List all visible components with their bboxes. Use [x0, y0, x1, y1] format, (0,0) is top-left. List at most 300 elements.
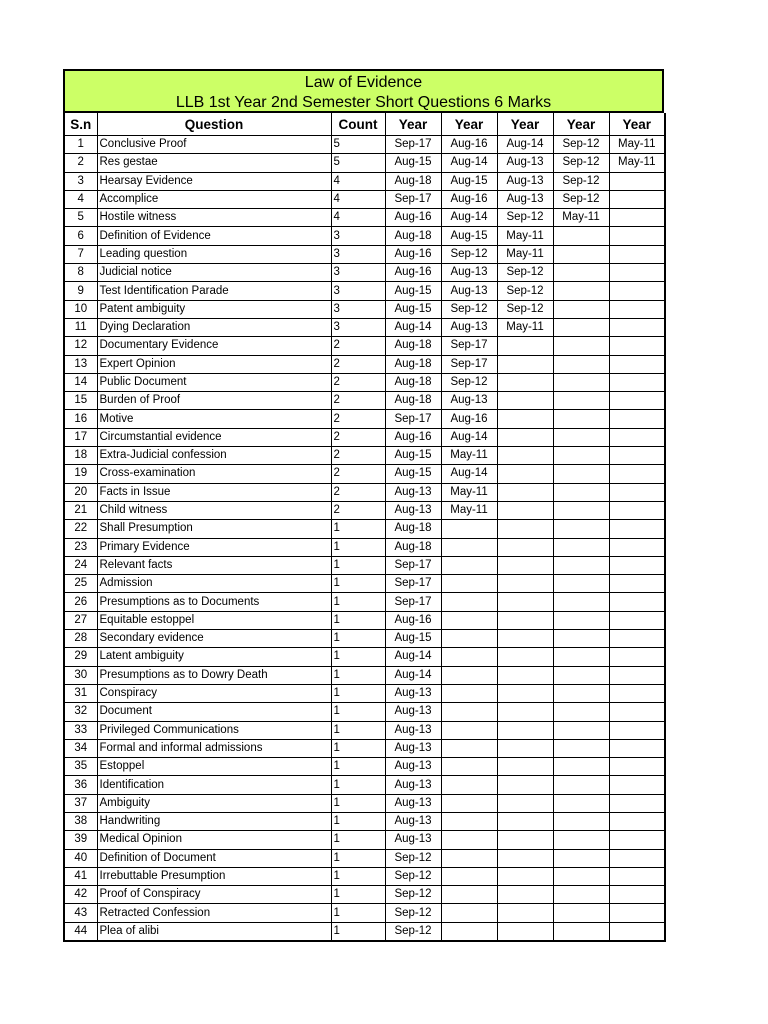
table-row: [64, 703, 665, 721]
table-row: [64, 794, 665, 812]
header-year: Year: [385, 113, 441, 136]
cell-year: [609, 593, 665, 611]
cell-count: 1: [331, 758, 385, 776]
cell-year: Aug-16: [441, 136, 497, 154]
cell-sn: 33: [64, 721, 97, 739]
cell-count: 1: [331, 538, 385, 556]
cell-year: [441, 758, 497, 776]
cell-year: May-11: [497, 318, 553, 336]
cell-sn: 11: [64, 318, 97, 336]
cell-year: Sep-17: [385, 136, 441, 154]
cell-count: 1: [331, 703, 385, 721]
cell-year: Aug-15: [385, 300, 441, 318]
cell-count: 2: [331, 483, 385, 501]
cell-sn: 4: [64, 190, 97, 208]
table-row: [64, 245, 665, 263]
cell-year: [609, 648, 665, 666]
cell-year: Aug-13: [385, 776, 441, 794]
cell-year: [497, 867, 553, 885]
cell-year: [497, 447, 553, 465]
cell-year: Aug-15: [385, 630, 441, 648]
cell-question: Medical Opinion: [97, 831, 331, 849]
table-row: [64, 575, 665, 593]
cell-year: [553, 483, 609, 501]
cell-year: Sep-12: [385, 867, 441, 885]
cell-year: [497, 392, 553, 410]
cell-year: [609, 776, 665, 794]
cell-year: [497, 831, 553, 849]
cell-count: 1: [331, 666, 385, 684]
cell-year: Aug-14: [441, 465, 497, 483]
cell-count: 4: [331, 209, 385, 227]
cell-year: [609, 904, 665, 922]
cell-year: [441, 922, 497, 941]
cell-year: [497, 611, 553, 629]
cell-year: Aug-15: [441, 172, 497, 190]
cell-year: Aug-14: [441, 209, 497, 227]
cell-question: Relevant facts: [97, 556, 331, 574]
cell-year: [497, 428, 553, 446]
table-row: [64, 300, 665, 318]
table-row: [64, 922, 665, 941]
cell-year: [609, 849, 665, 867]
cell-year: [497, 630, 553, 648]
cell-year: May-11: [553, 209, 609, 227]
cell-year: [441, 648, 497, 666]
cell-year: Sep-17: [385, 190, 441, 208]
cell-count: 1: [331, 593, 385, 611]
cell-year: [609, 867, 665, 885]
cell-question: Leading question: [97, 245, 331, 263]
table-row: [64, 227, 665, 245]
cell-year: [497, 483, 553, 501]
cell-question: Formal and informal admissions: [97, 739, 331, 757]
cell-sn: 43: [64, 904, 97, 922]
table-row: [64, 538, 665, 556]
cell-year: Sep-12: [553, 136, 609, 154]
cell-sn: 2: [64, 154, 97, 172]
cell-sn: 3: [64, 172, 97, 190]
table-row: [64, 465, 665, 483]
cell-year: [553, 501, 609, 519]
cell-year: [497, 520, 553, 538]
table-row: [64, 501, 665, 519]
cell-count: 3: [331, 264, 385, 282]
cell-count: 5: [331, 154, 385, 172]
table-row: [64, 886, 665, 904]
cell-question: Proof of Conspiracy: [97, 886, 331, 904]
table-row: [64, 428, 665, 446]
table-row: [64, 264, 665, 282]
cell-sn: 19: [64, 465, 97, 483]
table-row: [64, 904, 665, 922]
cell-year: [441, 703, 497, 721]
cell-year: [441, 611, 497, 629]
cell-count: 1: [331, 904, 385, 922]
cell-year: May-11: [609, 136, 665, 154]
cell-year: Sep-17: [385, 410, 441, 428]
cell-count: 3: [331, 300, 385, 318]
cell-sn: 32: [64, 703, 97, 721]
table-row: [64, 739, 665, 757]
table-row: [64, 666, 665, 684]
cell-year: Aug-14: [385, 318, 441, 336]
cell-year: [553, 556, 609, 574]
table-row: [64, 136, 665, 154]
cell-count: 2: [331, 428, 385, 446]
cell-sn: 27: [64, 611, 97, 629]
table-row: [64, 867, 665, 885]
cell-question: Secondary evidence: [97, 630, 331, 648]
cell-year: Aug-18: [385, 520, 441, 538]
cell-year: [497, 794, 553, 812]
cell-year: [441, 593, 497, 611]
cell-year: [441, 721, 497, 739]
cell-year: [553, 264, 609, 282]
cell-year: [553, 300, 609, 318]
cell-year: [553, 593, 609, 611]
cell-count: 2: [331, 410, 385, 428]
cell-question: Test Identification Parade: [97, 282, 331, 300]
cell-sn: 16: [64, 410, 97, 428]
cell-year: [609, 922, 665, 941]
cell-year: [609, 703, 665, 721]
table-row: [64, 831, 665, 849]
cell-question: Definition of Evidence: [97, 227, 331, 245]
cell-year: [497, 758, 553, 776]
cell-year: May-11: [441, 447, 497, 465]
cell-sn: 18: [64, 447, 97, 465]
header-year: Year: [441, 113, 497, 136]
cell-year: Sep-17: [385, 556, 441, 574]
table-row: [64, 282, 665, 300]
cell-year: Aug-13: [497, 190, 553, 208]
cell-year: [497, 721, 553, 739]
cell-year: [441, 630, 497, 648]
cell-count: 5: [331, 136, 385, 154]
document-title: Law of Evidence: [304, 74, 423, 91]
cell-question: Conclusive Proof: [97, 136, 331, 154]
cell-year: [609, 282, 665, 300]
cell-year: Aug-13: [385, 831, 441, 849]
cell-year: Aug-18: [385, 538, 441, 556]
cell-year: May-11: [441, 483, 497, 501]
cell-year: Sep-17: [385, 593, 441, 611]
cell-sn: 13: [64, 355, 97, 373]
cell-count: 3: [331, 245, 385, 263]
cell-year: May-11: [609, 154, 665, 172]
cell-year: [609, 318, 665, 336]
cell-year: [609, 209, 665, 227]
cell-year: [609, 611, 665, 629]
cell-count: 1: [331, 556, 385, 574]
cell-year: [553, 337, 609, 355]
cell-year: [609, 739, 665, 757]
cell-year: [441, 684, 497, 702]
cell-year: Aug-16: [385, 428, 441, 446]
cell-year: [497, 410, 553, 428]
cell-year: [609, 666, 665, 684]
cell-year: [497, 922, 553, 941]
cell-year: [609, 264, 665, 282]
cell-year: [609, 172, 665, 190]
cell-question: Presumptions as to Dowry Death: [97, 666, 331, 684]
cell-sn: 17: [64, 428, 97, 446]
cell-year: Sep-12: [385, 922, 441, 941]
cell-year: [553, 575, 609, 593]
cell-sn: 20: [64, 483, 97, 501]
cell-year: [553, 721, 609, 739]
cell-year: Aug-16: [441, 190, 497, 208]
cell-year: Aug-13: [385, 794, 441, 812]
cell-year: [553, 428, 609, 446]
cell-year: Sep-12: [441, 245, 497, 263]
cell-sn: 35: [64, 758, 97, 776]
cell-count: 1: [331, 922, 385, 941]
cell-year: Aug-15: [441, 227, 497, 245]
cell-count: 2: [331, 465, 385, 483]
cell-year: [609, 758, 665, 776]
cell-count: 1: [331, 611, 385, 629]
cell-count: 4: [331, 190, 385, 208]
cell-sn: 24: [64, 556, 97, 574]
cell-year: Aug-14: [441, 154, 497, 172]
cell-count: 3: [331, 318, 385, 336]
table-row: [64, 721, 665, 739]
cell-year: [441, 538, 497, 556]
cell-sn: 41: [64, 867, 97, 885]
cell-count: 1: [331, 721, 385, 739]
cell-sn: 21: [64, 501, 97, 519]
cell-year: [497, 886, 553, 904]
cell-year: [497, 904, 553, 922]
cell-year: [441, 831, 497, 849]
cell-year: May-11: [497, 245, 553, 263]
cell-count: 1: [331, 794, 385, 812]
cell-question: Extra-Judicial confession: [97, 447, 331, 465]
cell-question: Latent ambiguity: [97, 648, 331, 666]
cell-year: [609, 355, 665, 373]
cell-count: 1: [331, 684, 385, 702]
cell-year: [609, 447, 665, 465]
cell-year: [609, 227, 665, 245]
cell-year: [497, 575, 553, 593]
cell-year: [497, 593, 553, 611]
cell-year: Aug-15: [385, 447, 441, 465]
cell-year: [441, 886, 497, 904]
cell-year: [497, 703, 553, 721]
cell-year: [553, 739, 609, 757]
cell-question: Presumptions as to Documents: [97, 593, 331, 611]
cell-sn: 6: [64, 227, 97, 245]
cell-count: 4: [331, 172, 385, 190]
cell-year: Aug-14: [441, 428, 497, 446]
cell-sn: 30: [64, 666, 97, 684]
cell-count: 1: [331, 575, 385, 593]
cell-count: 1: [331, 812, 385, 830]
cell-year: [553, 318, 609, 336]
table-body: [64, 136, 665, 942]
cell-question: Definition of Document: [97, 849, 331, 867]
cell-year: [441, 520, 497, 538]
cell-year: [609, 483, 665, 501]
cell-question: Facts in Issue: [97, 483, 331, 501]
cell-year: Sep-12: [385, 886, 441, 904]
cell-year: [609, 428, 665, 446]
cell-year: Aug-15: [385, 282, 441, 300]
cell-year: [553, 410, 609, 428]
cell-year: [441, 849, 497, 867]
cell-year: Aug-13: [385, 721, 441, 739]
table-row: [64, 172, 665, 190]
cell-question: Ambiguity: [97, 794, 331, 812]
cell-year: Aug-13: [385, 758, 441, 776]
cell-year: [609, 556, 665, 574]
cell-sn: 37: [64, 794, 97, 812]
cell-year: Aug-13: [385, 703, 441, 721]
cell-question: Dying Declaration: [97, 318, 331, 336]
cell-year: [497, 849, 553, 867]
cell-question: Public Document: [97, 373, 331, 391]
cell-year: Aug-13: [385, 739, 441, 757]
cell-count: 2: [331, 447, 385, 465]
table-header-row: [64, 113, 665, 136]
table-row: [64, 392, 665, 410]
cell-year: [441, 904, 497, 922]
cell-year: Aug-13: [385, 483, 441, 501]
cell-year: [497, 355, 553, 373]
table-row: [64, 318, 665, 336]
cell-count: 1: [331, 849, 385, 867]
table-row: [64, 410, 665, 428]
cell-year: Sep-12: [553, 190, 609, 208]
header-sn: S.n: [64, 113, 97, 136]
table-row: [64, 447, 665, 465]
spreadsheet: [63, 69, 664, 942]
cell-question: Handwriting: [97, 812, 331, 830]
cell-question: Hearsay Evidence: [97, 172, 331, 190]
cell-year: [497, 337, 553, 355]
cell-year: Sep-12: [497, 209, 553, 227]
header-year: Year: [609, 113, 665, 136]
cell-year: Aug-18: [385, 337, 441, 355]
cell-sn: 28: [64, 630, 97, 648]
cell-year: [609, 520, 665, 538]
cell-question: Conspiracy: [97, 684, 331, 702]
cell-question: Irrebuttable Presumption: [97, 867, 331, 885]
cell-sn: 7: [64, 245, 97, 263]
cell-year: [553, 666, 609, 684]
cell-year: Aug-13: [385, 501, 441, 519]
cell-year: [441, 556, 497, 574]
cell-question: Plea of alibi: [97, 922, 331, 941]
cell-question: Res gestae: [97, 154, 331, 172]
table-row: [64, 630, 665, 648]
cell-year: [553, 465, 609, 483]
cell-year: [609, 538, 665, 556]
cell-year: Aug-16: [441, 410, 497, 428]
cell-year: Aug-16: [385, 264, 441, 282]
cell-year: [609, 575, 665, 593]
table-row: [64, 520, 665, 538]
cell-year: May-11: [497, 227, 553, 245]
cell-year: [609, 812, 665, 830]
table-row: [64, 190, 665, 208]
cell-year: [441, 666, 497, 684]
cell-sn: 38: [64, 812, 97, 830]
title-box: [63, 69, 664, 113]
cell-year: Sep-12: [385, 849, 441, 867]
cell-year: Aug-13: [441, 264, 497, 282]
questions-table: [63, 113, 666, 942]
cell-year: [553, 245, 609, 263]
header-year: Year: [497, 113, 553, 136]
cell-year: [553, 648, 609, 666]
table-row: [64, 556, 665, 574]
cell-year: [553, 886, 609, 904]
table-row: [64, 648, 665, 666]
cell-count: 2: [331, 355, 385, 373]
cell-sn: 9: [64, 282, 97, 300]
cell-year: Aug-13: [441, 318, 497, 336]
cell-year: [497, 373, 553, 391]
cell-year: Sep-12: [385, 904, 441, 922]
cell-year: [553, 630, 609, 648]
cell-year: [553, 831, 609, 849]
cell-count: 2: [331, 501, 385, 519]
cell-year: Aug-15: [385, 465, 441, 483]
cell-year: [497, 776, 553, 794]
table-row: [64, 812, 665, 830]
cell-year: [497, 812, 553, 830]
table-row: [64, 758, 665, 776]
cell-sn: 34: [64, 739, 97, 757]
cell-year: Aug-18: [385, 373, 441, 391]
cell-year: [441, 739, 497, 757]
table-row: [64, 209, 665, 227]
header-count: Count: [331, 113, 385, 136]
cell-question: Identification: [97, 776, 331, 794]
cell-year: [497, 501, 553, 519]
cell-sn: 26: [64, 593, 97, 611]
cell-year: Aug-18: [385, 355, 441, 373]
cell-year: [553, 538, 609, 556]
cell-sn: 42: [64, 886, 97, 904]
cell-count: 1: [331, 831, 385, 849]
cell-sn: 44: [64, 922, 97, 941]
cell-year: [609, 190, 665, 208]
cell-question: Estoppel: [97, 758, 331, 776]
table-row: [64, 154, 665, 172]
cell-year: Sep-17: [441, 337, 497, 355]
cell-question: Hostile witness: [97, 209, 331, 227]
cell-count: 1: [331, 776, 385, 794]
cell-year: Aug-13: [385, 812, 441, 830]
cell-year: [441, 794, 497, 812]
table-row: [64, 337, 665, 355]
cell-year: Aug-13: [441, 392, 497, 410]
cell-year: [497, 465, 553, 483]
cell-year: [553, 758, 609, 776]
cell-year: Aug-13: [497, 172, 553, 190]
cell-year: [553, 922, 609, 941]
cell-sn: 22: [64, 520, 97, 538]
cell-question: Shall Presumption: [97, 520, 331, 538]
cell-question: Child witness: [97, 501, 331, 519]
cell-question: Retracted Confession: [97, 904, 331, 922]
document-subtitle: LLB 1st Year 2nd Semester Short Questions 6 Marks: [175, 94, 552, 111]
cell-question: Documentary Evidence: [97, 337, 331, 355]
